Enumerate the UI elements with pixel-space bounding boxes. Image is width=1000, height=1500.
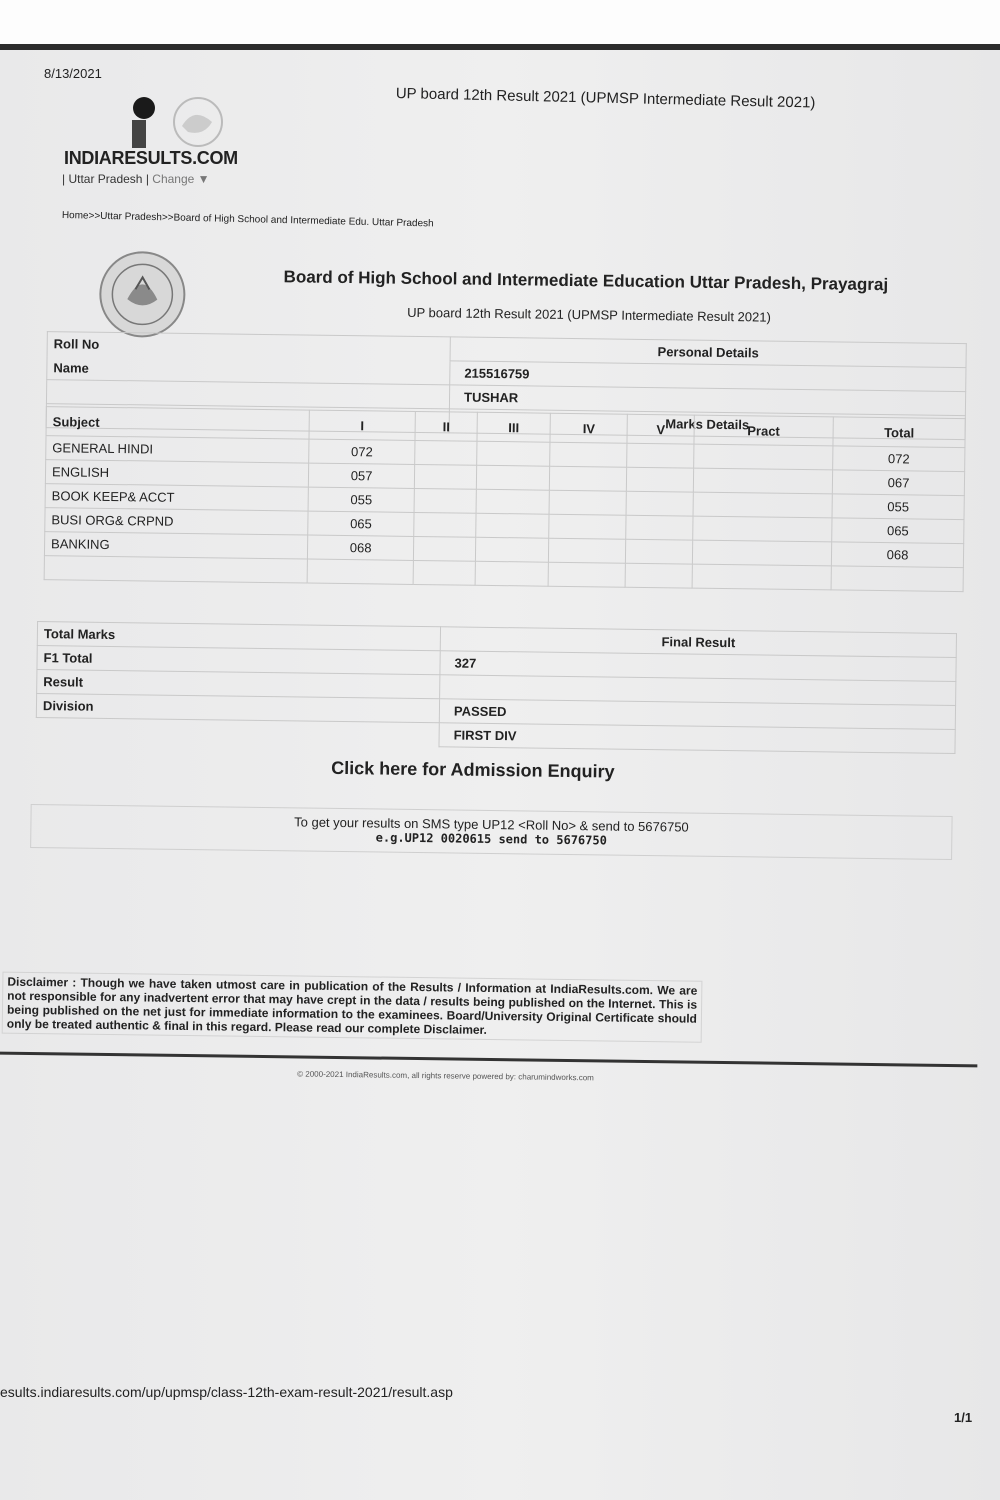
marks-pract [692, 540, 832, 566]
f1-total-label: F1 Total [37, 646, 440, 675]
marks-pract [693, 468, 833, 494]
marks-iv [549, 466, 627, 491]
col-header-iv: IV [550, 413, 628, 443]
name-label: Name [47, 356, 450, 385]
marks-pract [693, 492, 833, 518]
subject-name: BOOK KEEP& ACCT [45, 484, 308, 511]
marks-iv [548, 538, 626, 563]
marks-iii [476, 537, 549, 562]
marks-v [627, 443, 694, 468]
brand-name[interactable]: INDIARESULTS.COM [64, 148, 238, 168]
col-header-v: V [627, 414, 694, 444]
marks-iii [476, 489, 549, 514]
sms-info-box [30, 804, 952, 860]
roll-no-value: 215516759 [450, 361, 966, 392]
marks-v [626, 539, 693, 564]
empty-cell [307, 559, 413, 584]
page-number: 1/1 [954, 1410, 973, 1425]
empty-cell [548, 562, 626, 587]
marks-ii [414, 512, 476, 537]
breadcrumb[interactable]: Home>>Uttar Pradesh>>Board of High School and Intermediate Edu. Uttar Pradesh [61, 210, 434, 230]
marks-total: 072 [833, 446, 965, 472]
footer-divider [0, 1051, 977, 1067]
disclaimer-text: Disclaimer : Though we have taken utmost care in publication of the Results / Information at IndiaResults.com. We are not responsible for any inadvertent error that may have crept in the data / results being published on the Internet. This is being published on the net just for immediate information to the examinees. Board/University Original Certificate should only be treated authentic & final in this regard. Please read our complete Disclaimer. [2, 972, 703, 1043]
subject-name: BANKING [44, 532, 307, 559]
col-header-ii: II [415, 411, 477, 441]
col-header-iii: III [477, 412, 550, 442]
marks-iv [549, 490, 627, 515]
marks-i: 055 [308, 487, 414, 512]
print-date: 8/13/2021 [44, 66, 102, 81]
roll-no-label: Roll No [47, 332, 450, 361]
state-selector[interactable] [62, 172, 210, 186]
total-marks-label: Total Marks [37, 622, 440, 651]
marks-total: 068 [831, 542, 963, 568]
board-subtitle: UP board 12th Result 2021 (UPMSP Intermediate Result 2021) [407, 304, 771, 325]
col-header-total: Total [833, 417, 965, 448]
marks-v [626, 491, 693, 516]
marks-iii [477, 441, 550, 466]
marks-v [626, 515, 693, 540]
admission-enquiry-link[interactable]: Click here for Admission Enquiry [331, 757, 615, 782]
marks-iii [476, 465, 549, 490]
sms-instructions: To get your results on SMS type UP12 <Roll No> & send to 5676750 [294, 814, 689, 835]
division-label: Division [36, 694, 439, 723]
marks-total: 067 [832, 470, 964, 496]
empty-cell [475, 561, 548, 586]
marks-ii [414, 536, 476, 561]
change-state-link[interactable]: Change ▼ [152, 172, 210, 186]
up-government-seal-icon [97, 249, 188, 340]
copyright-text: © 2000-2021 IndiaResults.com, all rights reserve powered by: charumindworks.com [297, 1069, 594, 1083]
division-value: FIRST DIV [439, 723, 955, 754]
page-url: esults.indiaresults.com/up/upmsp/class-12th-exam-result-2021/result.asp [0, 1384, 453, 1400]
subject-name: GENERAL HINDI [46, 436, 309, 463]
result-label: Result [37, 670, 440, 699]
marks-i: 057 [308, 463, 414, 488]
marks-i: 065 [308, 511, 414, 536]
marks-ii [415, 440, 477, 465]
marks-pract [693, 444, 833, 470]
col-header-pract: Pract [694, 415, 834, 446]
marks-ii [414, 488, 476, 513]
subject-name: ENGLISH [45, 460, 308, 487]
print-title: UP board 12th Result 2021 (UPMSP Intermediate Result 2021) [395, 85, 816, 112]
marks-i: 068 [307, 535, 413, 560]
subject-header: Subject [46, 407, 309, 439]
marks-total: 065 [832, 518, 964, 544]
marks-ii [415, 464, 477, 489]
result-value: PASSED [439, 699, 955, 730]
total-marks-value: 327 [440, 651, 956, 682]
result-content [6, 246, 978, 1118]
board-title: Board of High School and Intermediate Education Uttar Pradesh, Prayagraj [283, 267, 889, 295]
marks-v [627, 467, 694, 492]
state-label: | Uttar Pradesh | [62, 172, 149, 186]
empty-cell [692, 564, 832, 590]
marks-table [44, 406, 966, 592]
empty-cell [626, 563, 693, 588]
empty-cell [413, 560, 475, 585]
empty-cell [831, 566, 963, 592]
personal-details-header: Personal Details [450, 337, 966, 368]
sms-example: e.g.UP12 0020615 send to 5676750 [375, 830, 607, 848]
marks-pract [692, 516, 832, 542]
marks-details-header: Marks Details [449, 409, 965, 440]
marks-iii [476, 513, 549, 538]
empty-cell [44, 556, 307, 583]
subject-name: BUSI ORG& CRPND [45, 508, 308, 535]
marks-total: 055 [832, 494, 964, 520]
scan-top-margin [0, 0, 1000, 46]
final-result-header: Final Result [440, 627, 956, 658]
marks-iv [550, 442, 628, 467]
col-header-i: I [309, 410, 416, 440]
spacer-cell [36, 718, 439, 747]
name-value: TUSHAR [449, 385, 965, 416]
marks-i: 072 [309, 439, 415, 464]
marks-iv [549, 514, 627, 539]
final-result-table [36, 621, 958, 754]
